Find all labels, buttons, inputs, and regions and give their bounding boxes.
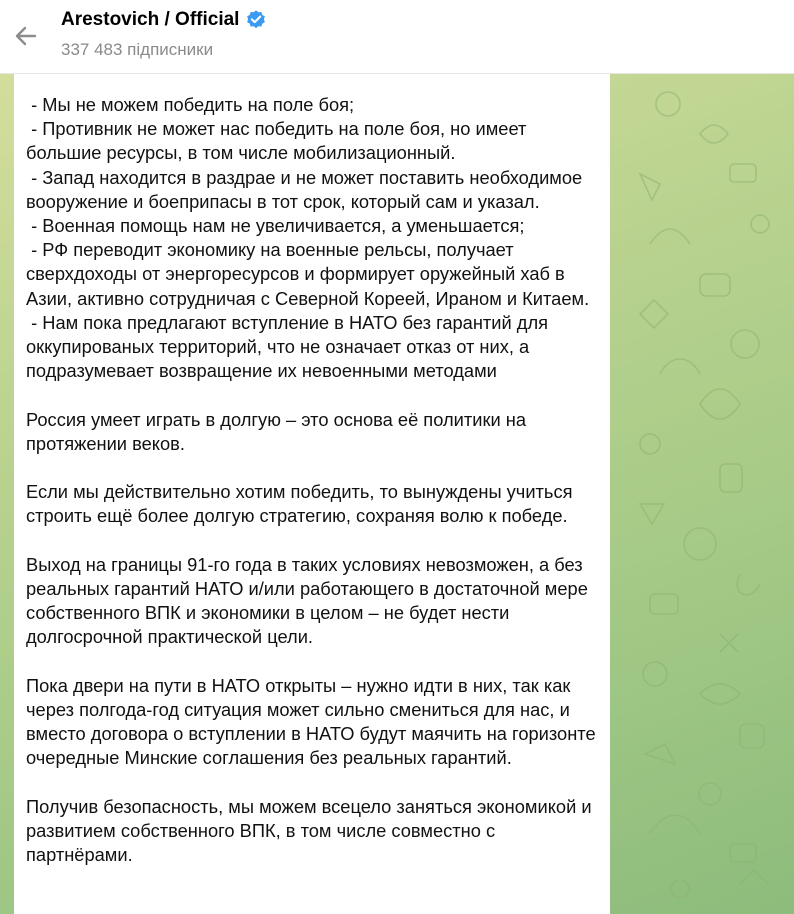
message-paragraph: Если мы действительно хотим победить, то вынуждены учиться строить ещё более долгую стратегию, сохраняя волю к победе. — [26, 481, 578, 527]
message-paragraph: Получив безопасность, мы можем всецело заняться экономикой и развитием собственного ВПК, в том числе совместно с партнёрами. — [26, 795, 597, 866]
channel-name: Arestovich / Official — [61, 9, 240, 30]
chat-header — [0, 0, 794, 74]
subscriber-count: 337 483 підписники — [61, 40, 214, 59]
message-bubble[interactable] — [14, 74, 610, 914]
back-button[interactable] — [8, 18, 44, 54]
message-paragraph: - Мы не можем победить на поле боя; - Противник не может нас победить на поле боя, но имеет большие ресурсы, в том числе мобилизационный. - Запад находится в раздрае и не может поставить необходимое вооружение и боеприпасы в тот срок, который сам и указал. - Военная помощь нам не увеличивается, а уменьшается; - РФ переводит экономику на военные рельсы, получает сверхдоходы от энергоресурсов и формирует оружейный хаб в Азии, активно сотрудничая с Северной Кореей, Ираном и Китаем. - Нам пока предлагают вступление в НАТО без гарантий для оккупированых территорий, что не означает отказ от них, а подразумевает возвращение их невоенными методами — [26, 94, 590, 382]
verified-badge-icon — [245, 9, 267, 31]
channel-title[interactable] — [61, 9, 267, 31]
message-paragraph: Выход на границы 91-го года в таких условиях невозможен, а без реальных гарантий НАТО и/или работающего в достаточной мере собственного ВПК и экономики в целом – не будет нести долгосрочной практической цели. — [26, 553, 593, 648]
message-paragraph: Пока двери на пути в НАТО открыты – нужно идти в них, так как через полгода-год ситуация может сильно смениться для нас, и вместо договора о вступлении в НАТО будут маячить на горизонте очередные Минские соглашения без реальных гарантий. — [26, 674, 601, 769]
arrow-left-icon — [13, 23, 39, 49]
message-paragraph: Россия умеет играть в долгую – это основа её политики на протяжении веков. — [26, 408, 532, 454]
chat-background — [0, 74, 794, 914]
